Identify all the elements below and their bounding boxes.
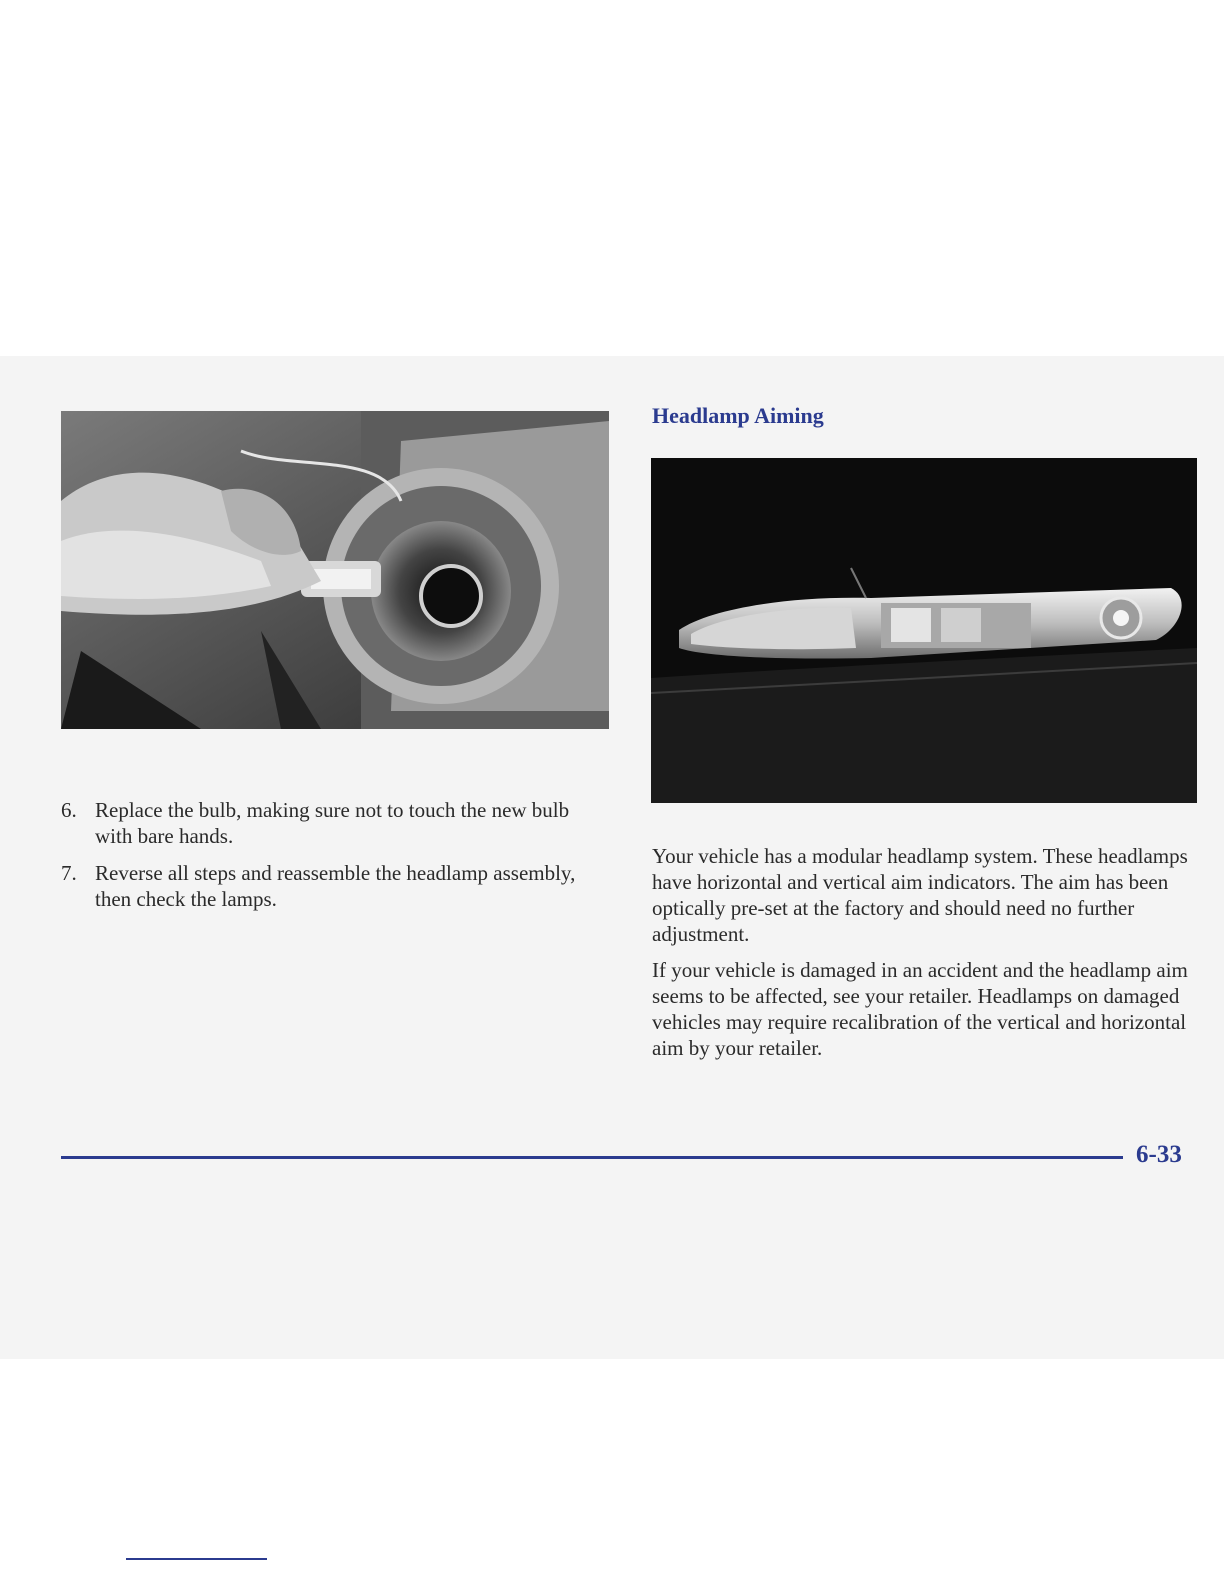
- headlamp-photo: [651, 458, 1197, 803]
- step-item: [61, 860, 601, 912]
- bulb-replacement-photo: [61, 411, 609, 729]
- body-text: [652, 843, 1197, 1071]
- section-title: Headlamp Aiming: [652, 403, 824, 428]
- step-item: [61, 797, 601, 849]
- step-number: 7.: [61, 861, 77, 885]
- step-list: [61, 797, 601, 923]
- step-text: Reverse all steps and reassemble the headlamp assembly, then check the lamps.: [95, 861, 576, 911]
- step-text: Replace the bulb, making sure not to touch the new bulb with bare hands.: [95, 798, 570, 848]
- footer-rule: [61, 1156, 1123, 1159]
- paragraph: Your vehicle has a modular headlamp system. These headlamps have horizontal and vertical aim indicators. The aim has been optically pre-set at the factory and should need no further adjustment.: [652, 844, 1188, 946]
- page-number: 6-33: [1136, 1141, 1182, 1168]
- bottom-stub-line: [126, 1558, 267, 1560]
- step-number: 6.: [61, 798, 77, 822]
- paragraph: If your vehicle is damaged in an accident and the headlamp aim seems to be affected, see your retailer. Headlamps on damaged vehicles may require recalibration of the vertical and horizontal aim by your retailer.: [652, 958, 1188, 1060]
